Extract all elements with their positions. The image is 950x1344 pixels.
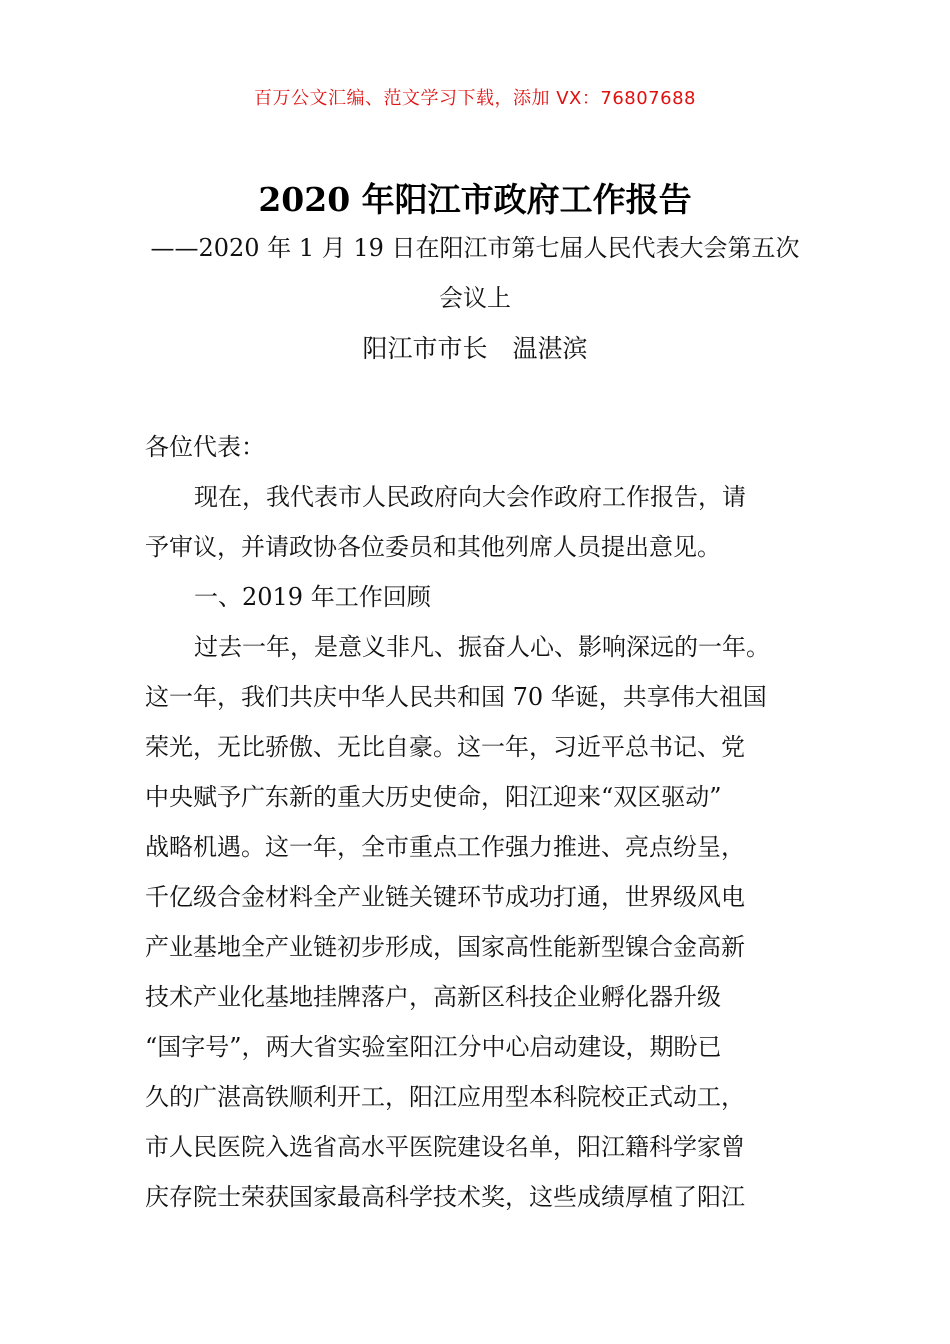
paragraph-line: 市人民医院入选省高水平医院建设名单，阳江籍科学家曾 (145, 1133, 745, 1161)
paragraph-line: 产业基地全产业链初步形成，国家高性能新型镍合金高新 (145, 933, 745, 961)
salutation: 各位代表： (145, 433, 265, 461)
paragraph-line: 予审议，并请政协各位委员和其他列席人员提出意见。 (145, 533, 721, 561)
author-line: 阳江市市长 温湛滨 (362, 334, 588, 363)
subtitle-line-2: 会议上 (439, 284, 511, 312)
paragraph-line: 庆存院士荣获国家最高科学技术奖，这些成绩厚植了阳江 (145, 1183, 745, 1211)
paragraph-line: 过去一年，是意义非凡、振奋人心、影响深远的一年。 (194, 633, 770, 661)
subtitle-line-1: ——2020 年 1 月 19 日在阳江市第七届人民代表大会第五次 (150, 234, 800, 262)
paragraph-line: 技术产业化基地挂牌落户，高新区科技企业孵化器升级 (145, 983, 721, 1011)
paragraph-line: 荣光，无比骄傲、无比自豪。这一年，习近平总书记、党 (145, 733, 745, 761)
paragraph-line: 战略机遇。这一年，全市重点工作强力推进、亮点纷呈， (145, 833, 745, 861)
paragraph-line: 中央赋予广东新的重大历史使命，阳江迎来“双区驱动” (145, 783, 722, 811)
watermark-banner: 百万公文汇编、范文学习下载，添加 VX：76807688 (254, 88, 696, 109)
document-title: 2020 年阳江市政府工作报告 (258, 180, 692, 219)
paragraph-line: 千亿级合金材料全产业链关键环节成功打通，世界级风电 (145, 883, 745, 911)
document-body (145, 422, 815, 1222)
paragraph-line: 久的广湛高铁顺利开工，阳江应用型本科院校正式动工， (145, 1083, 745, 1111)
paragraph-line: 这一年，我们共庆中华人民共和国 70 华诞，共享伟大祖国 (145, 683, 767, 711)
paragraph-line: “国字号”，两大省实验室阳江分中心启动建设，期盼已 (145, 1033, 722, 1061)
section-heading: 一、2019 年工作回顾 (194, 583, 431, 611)
paragraph-line: 现在，我代表市人民政府向大会作政府工作报告，请 (194, 483, 746, 511)
